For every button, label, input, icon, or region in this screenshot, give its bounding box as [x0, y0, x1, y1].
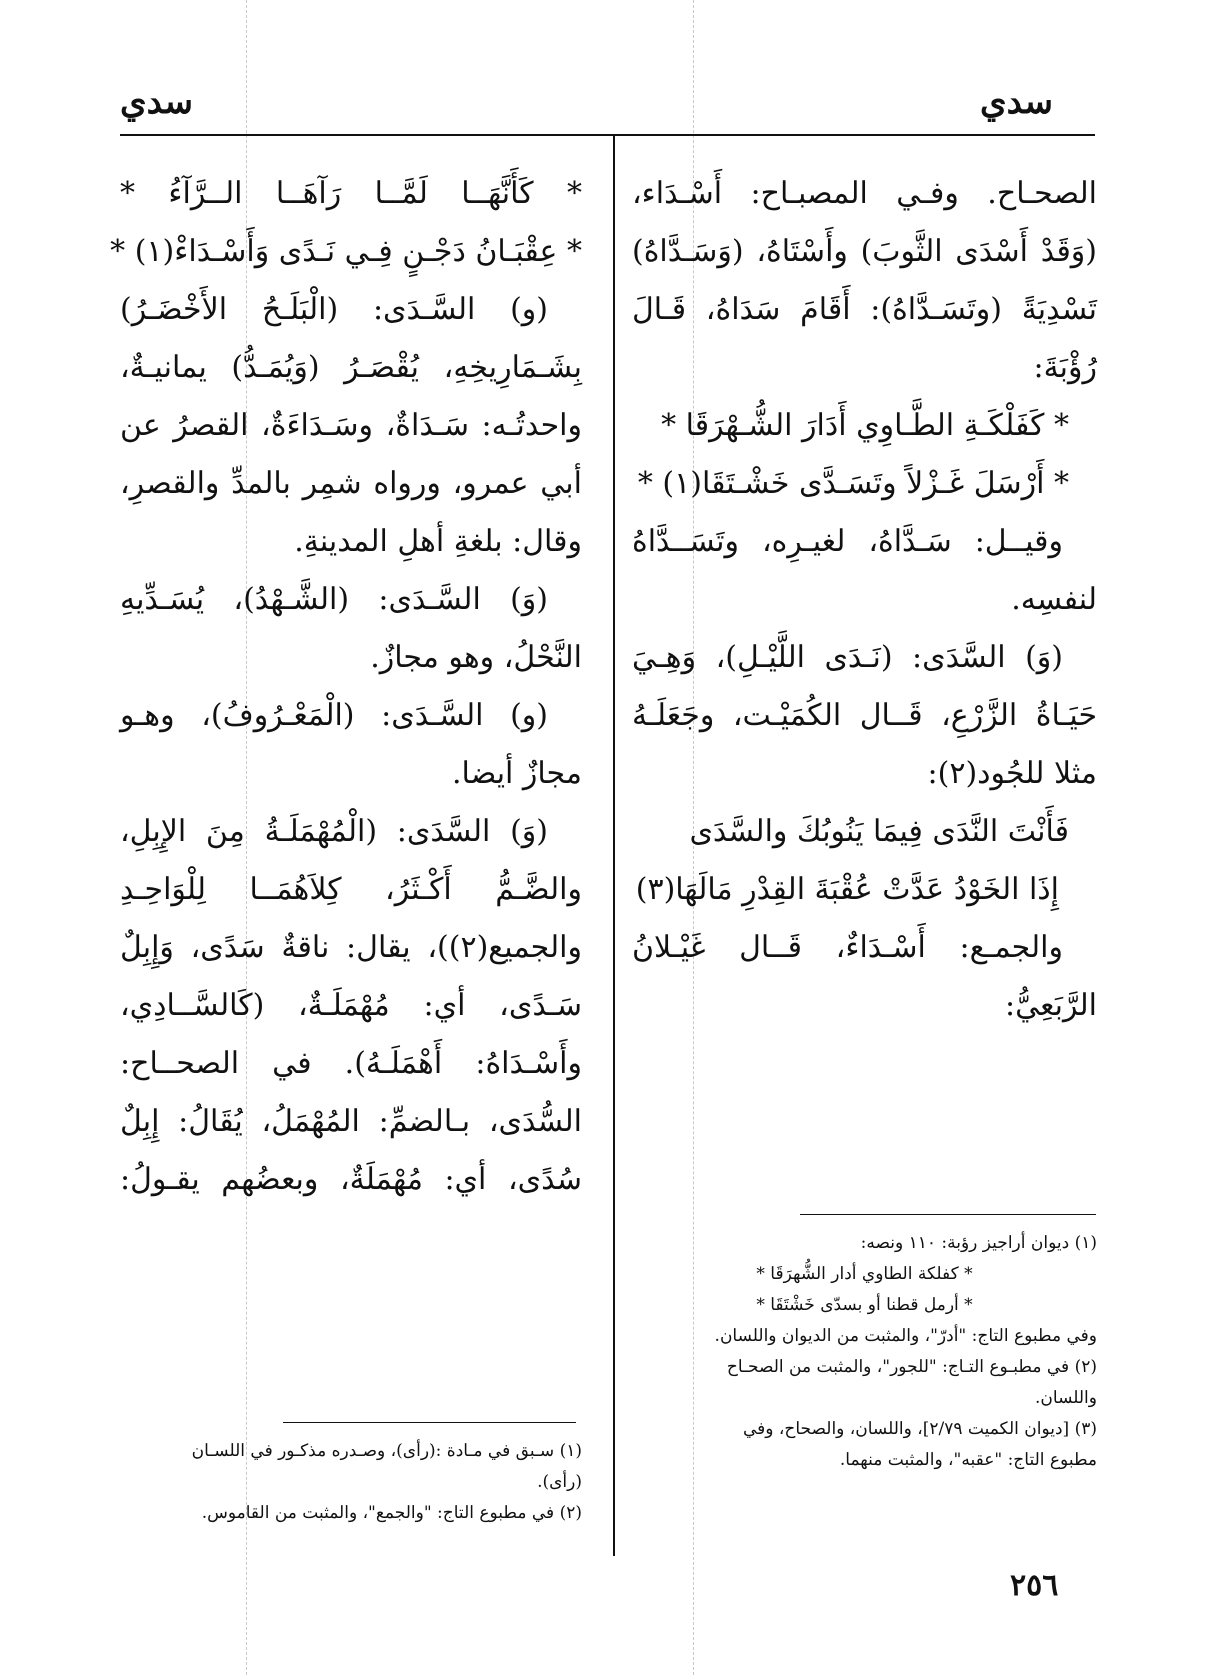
column-divider [613, 136, 615, 1556]
text-line: واحدتُـه: سَـدَاةٌ، وسَـدَاءَةٌ، القصرُ عن [120, 408, 582, 443]
verse-line: * كَأَنَّهَــا لَمَّــا رَآهَــا الــرَّآءُ * [120, 176, 582, 211]
text-line: وأَسْـدَاهُ: أَهْمَلَـهُ). في الصحــاح: [120, 1046, 582, 1081]
header-rule [120, 134, 1095, 136]
text-line: وقيــل: سَـدَّاهُ، لغيـرِه، وتَسَــدَّاهُ [632, 524, 1063, 559]
text-line: السُّدَى، بـالضمِّ: المُهْمَلُ، يُقَالُ: إِبِلٌ [120, 1104, 582, 1139]
verse-line: * عِقْبَـانُ دَجْـنٍ فِـي نَـدًى وَأَسْـدَاءْ(١) * [110, 234, 582, 269]
footnote-line: (٢) في مطبوع التاج: "والجمع"، والمثبت من القاموس. [201, 1503, 582, 1523]
text-line: (وَ) السَّدَى: (نَـدَى اللَّيْـلِ)، وَهِـيَ [632, 640, 1063, 675]
text-line: حَيَـاةُ الزَّرْعِ، قَــال الكُمَيْـت، وجَعَلَـهُ [632, 698, 1097, 733]
footnote-line: وفي مطبوع التاج: "أدرّ"، والمثبت من الديوان واللسان. [714, 1326, 1097, 1346]
text-line: (وَ) السَّـدَى: (الشَّـهْدُ)، يُسَـدِّيهِ [120, 582, 548, 617]
footnote-rule [283, 1422, 576, 1423]
text-line: مثلا للجُود(٢): [927, 756, 1097, 791]
footnote-line: (٢) في مطبـوع التـاج: "للجور"، والمثبت من الصحـاح [726, 1357, 1097, 1377]
verse-line: * أَرْسَلَ غَـزْلاً وتَسَـدَّى خَشْـتَقَا(١) * [637, 466, 1069, 501]
text-line: والجمـع: أَسْـدَاءٌ، قَــال غَيْـلانُ [632, 930, 1063, 965]
text-line: مجازٌ أيضا. [452, 756, 582, 791]
footnote-line: مطبوع التاج: "عقبه"، والمثبت منهما. [839, 1450, 1097, 1470]
text-line: سُدًى، أي: مُهْمَلَةٌ، وبعضُهم يقـولُ: [120, 1162, 582, 1197]
running-head-right: سدي [980, 82, 1053, 122]
text-line: أبي عمرو، ورواه شمِر بالمدِّ والقصرِ، [120, 466, 582, 501]
text-line: الصحـاح. وفـي المصبـاح: أَسْـدَاء، [632, 176, 1097, 211]
running-head-left: سدي [120, 82, 193, 122]
text-line: (و) السَّـدَى: (الْبَلَـحُ الأَخْضَـرُ) [120, 292, 548, 327]
text-line: وقال: بلغةِ أهلِ المدينةِ. [294, 524, 582, 559]
text-line: (وَ) السَّدَى: (الْمُهْمَلَـةُ مِنَ الإِبِلِ، [120, 814, 548, 849]
verse-line: * كَفَلْكَـةِ الطَّـاوِي أَدَارَ الشُّـهْرَقَا * [661, 408, 1069, 443]
text-line: النَّحْلُ، وهو مجازٌ. [370, 640, 582, 675]
page-number: ٢٥٦ [1010, 1568, 1059, 1603]
text-line: والضَّـمُّ أَكْـثَرُ، كِلاَهُمَــا لِلْوَاحِـدِ [120, 872, 582, 907]
right-column [632, 165, 1097, 1035]
left-footnotes [120, 1436, 582, 1529]
footnote-line: (١) ديوان أراجيز رؤبة: ١١٠ ونصه: [860, 1233, 1097, 1253]
left-column [110, 165, 582, 1209]
right-footnotes [632, 1228, 1097, 1476]
footnote-line: (٣) [ديوان الكميت ٢/٧٩]، واللسان، والصحاح، وفي [743, 1419, 1097, 1439]
text-line: والجميع(٢))، يقال: ناقةٌ سَدًى، وَإِبِلٌ [120, 930, 582, 965]
footnote-rule [800, 1214, 1096, 1215]
footnote-line: (١) سـبق في مـادة :(رأى)، وصـدره مذكـور في اللسـان [191, 1441, 582, 1461]
text-line: (و) السَّـدَى: (الْمَعْـرُوفُ)، وهـو [120, 698, 548, 733]
text-line: الرَّبَعِيُّ: [1005, 988, 1097, 1023]
footnote-verse: * كفلكة الطاوي أدار الشُّهرَقَا * [756, 1264, 973, 1284]
verse-line: فَأَنْتَ النَّدَى فِيمَا يَنُوبُكَ والسَّدَى [689, 814, 1069, 849]
text-line: بِشَـمَارِيخِهِ، يُقْصَـرُ (وَيُمَـدُّ) يمانيـةٌ، [120, 350, 582, 385]
footnote-verse: * أرمل قطنا أو بسدّى خَشْتَقَا * [756, 1295, 973, 1315]
text-line: تَسْدِيَةً (وتَسَـدَّاهُ): أَقَامَ سَدَاهُ، قَـالَ [632, 292, 1097, 327]
text-line: رُؤْبَةَ: [1033, 350, 1097, 385]
verse-line: إِذَا الخَوْدُ عَدَّتْ عُقْبَةَ القِدْرِ مَالَهَا(٣) [635, 872, 1059, 907]
footnote-line: واللسان. [1035, 1388, 1097, 1408]
text-line: سَـدًى، أي: مُهْمَلَـةٌ، (كَالسَّــادِي، [120, 988, 582, 1023]
text-line: لنفسِه. [1011, 582, 1097, 617]
footnote-line: (رأى). [537, 1472, 582, 1492]
text-line: (وَقَدْ أَسْدَى الثَّوبَ) وأَسْتَاهُ، (وَسَـدَّاهُ) [632, 234, 1097, 269]
